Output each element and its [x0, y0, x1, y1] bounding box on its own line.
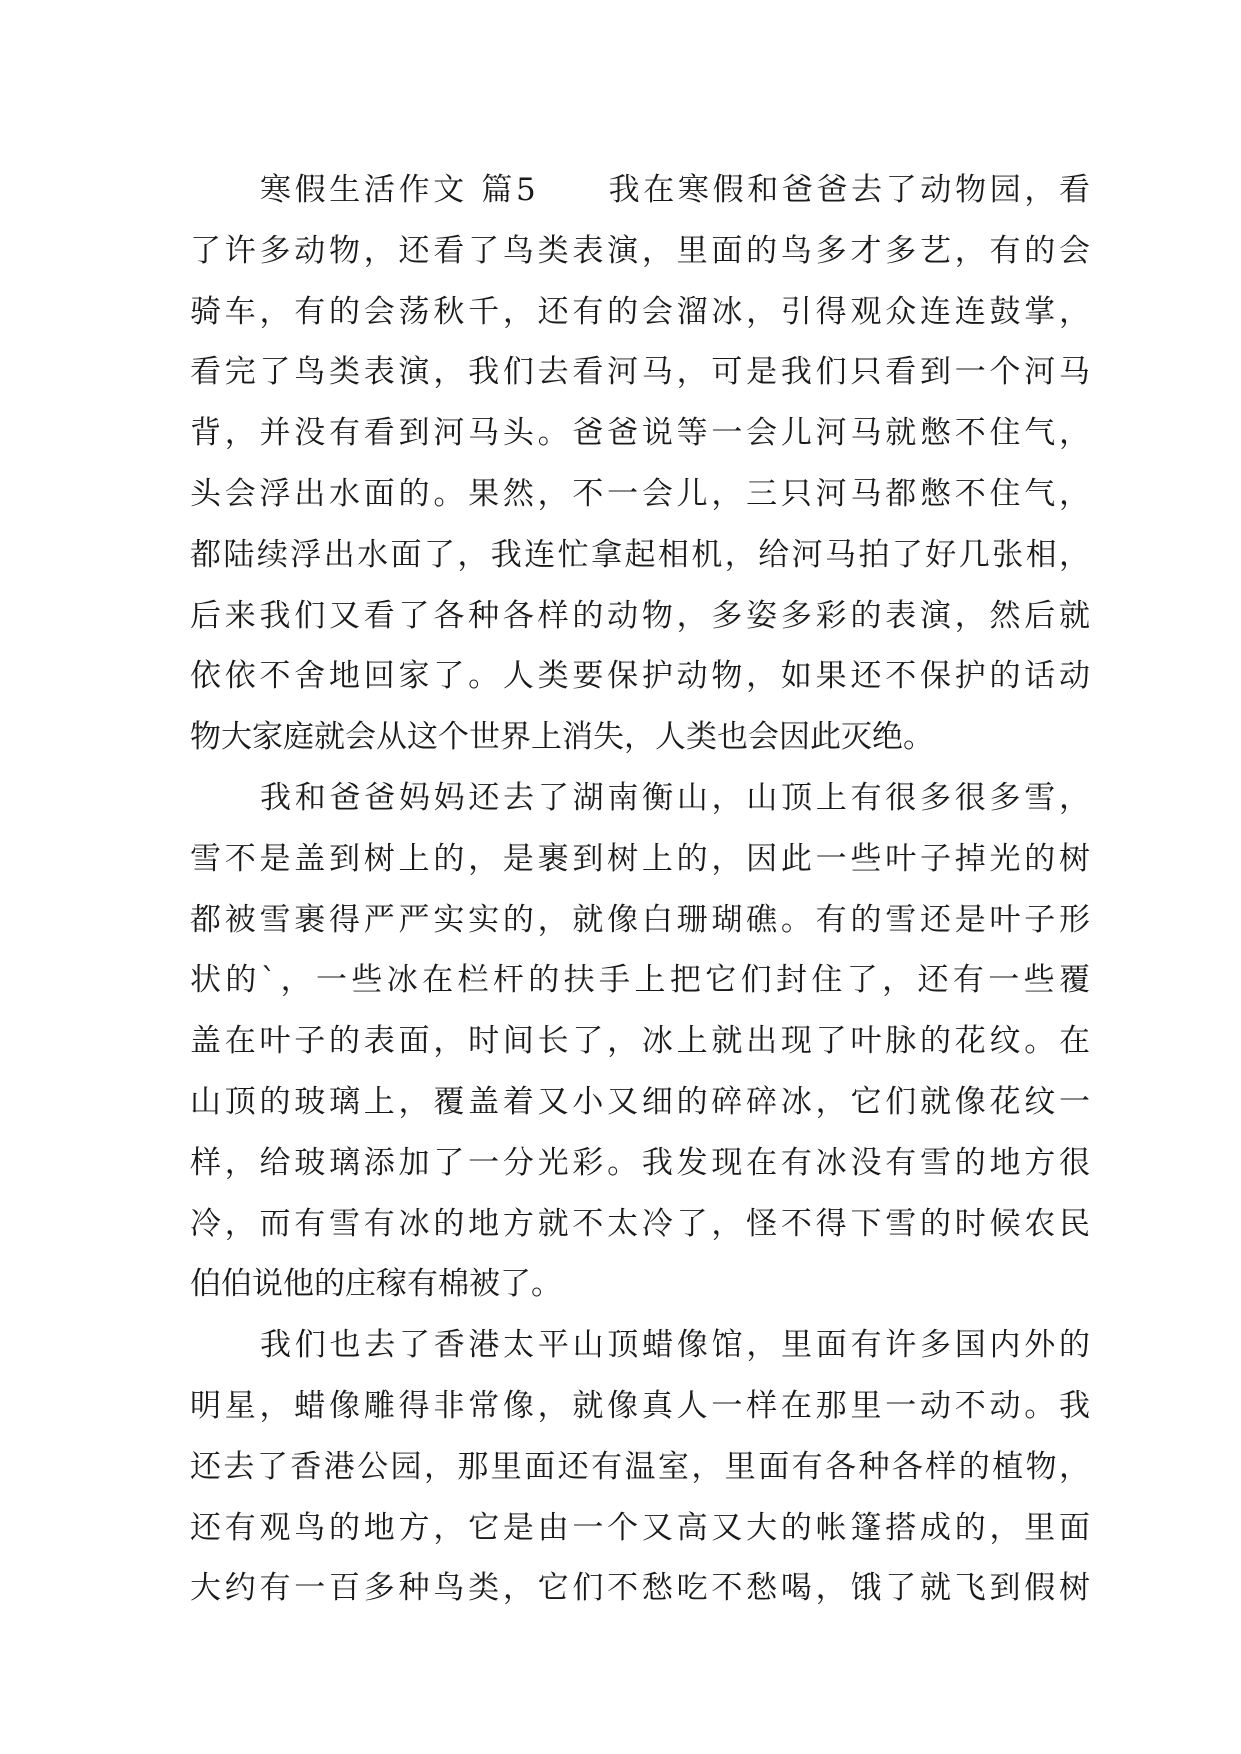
article-body [190, 160, 1090, 1619]
paragraph-1-line-4: 看完了鸟类表演，我们去看河马，可是我们只看到一个河马 [190, 354, 1090, 391]
paragraph-1-line-8: 后来我们又看了各种各样的动物，多姿多彩的表演，然后就 [190, 597, 1090, 634]
paragraph-2-line-2: 雪不是盖到树上的，是裹到树上的，因此一些叶子掉光的树 [190, 840, 1090, 877]
paragraph-1-line-3: 骑车，有的会荡秋千，还有的会溜冰，引得观众连连鼓掌， [190, 293, 1090, 330]
paragraph-2-line-4: 状的`，一些冰在栏杆的扶手上把它们封住了，还有一些覆 [190, 962, 1090, 999]
paragraph-2-line-3: 都被雪裹得严严实实的，就像白珊瑚礁。有的雪还是叶子形 [190, 901, 1090, 938]
paragraph-1-line-1: 寒假生活作文 篇5 我在寒假和爸爸去了动物园，看 [260, 172, 1090, 208]
paragraph-2-line-7: 样，给玻璃添加了一分光彩。我发现在有冰没有雪的地方很 [190, 1144, 1090, 1181]
paragraph-1-line-5: 背，并没有看到河马头。爸爸说等一会儿河马就憋不住气， [190, 415, 1090, 452]
paragraph-3-line-5: 大约有一百多种鸟类，它们不愁吃不愁喝，饿了就飞到假树 [190, 1570, 1090, 1607]
paragraph-1-line-6: 头会浮出水面的。果然，不一会儿，三只河马都憋不住气， [190, 475, 1090, 512]
paragraph-2-line-1: 我和爸爸妈妈还去了湖南衡山，山顶上有很多很多雪， [260, 779, 1090, 816]
paragraph-1-line-10: 物大家庭就会从这个世界上消失，人类也会因此灭绝。 [190, 719, 934, 756]
paragraph-1-line-9: 依依不舍地回家了。人类要保护动物，如果还不保护的话动 [190, 658, 1090, 695]
paragraph-3-line-1: 我们也去了香港太平山顶蜡像馆，里面有许多国内外的 [260, 1327, 1090, 1364]
paragraph-3-line-2: 明星，蜡像雕得非常像，就像真人一样在那里一动不动。我 [190, 1387, 1090, 1424]
paragraph-3-line-4: 还有观鸟的地方，它是由一个又高又大的帐篷搭成的，里面 [190, 1509, 1090, 1546]
paragraph-1-line-7: 都陆续浮出水面了，我连忙拿起相机，给河马拍了好几张相， [190, 536, 1090, 573]
paragraph-2-line-6: 山顶的玻璃上，覆盖着又小又细的碎碎冰，它们就像花纹一 [190, 1083, 1090, 1120]
paragraph-2-line-8: 冷，而有雪有冰的地方就不太冷了，怪不得下雪的时候农民 [190, 1205, 1090, 1242]
paragraph-1-line-2: 了许多动物，还看了鸟类表演，里面的鸟多才多艺，有的会 [190, 232, 1090, 269]
paragraph-3-line-3: 还去了香港公园，那里面还有温室，里面有各种各样的植物， [190, 1448, 1090, 1485]
paragraph-2-line-5: 盖在叶子的表面，时间长了，冰上就出现了叶脉的花纹。在 [190, 1023, 1090, 1060]
paragraph-2-line-9: 伯伯说他的庄稼有棉被了。 [190, 1266, 562, 1303]
